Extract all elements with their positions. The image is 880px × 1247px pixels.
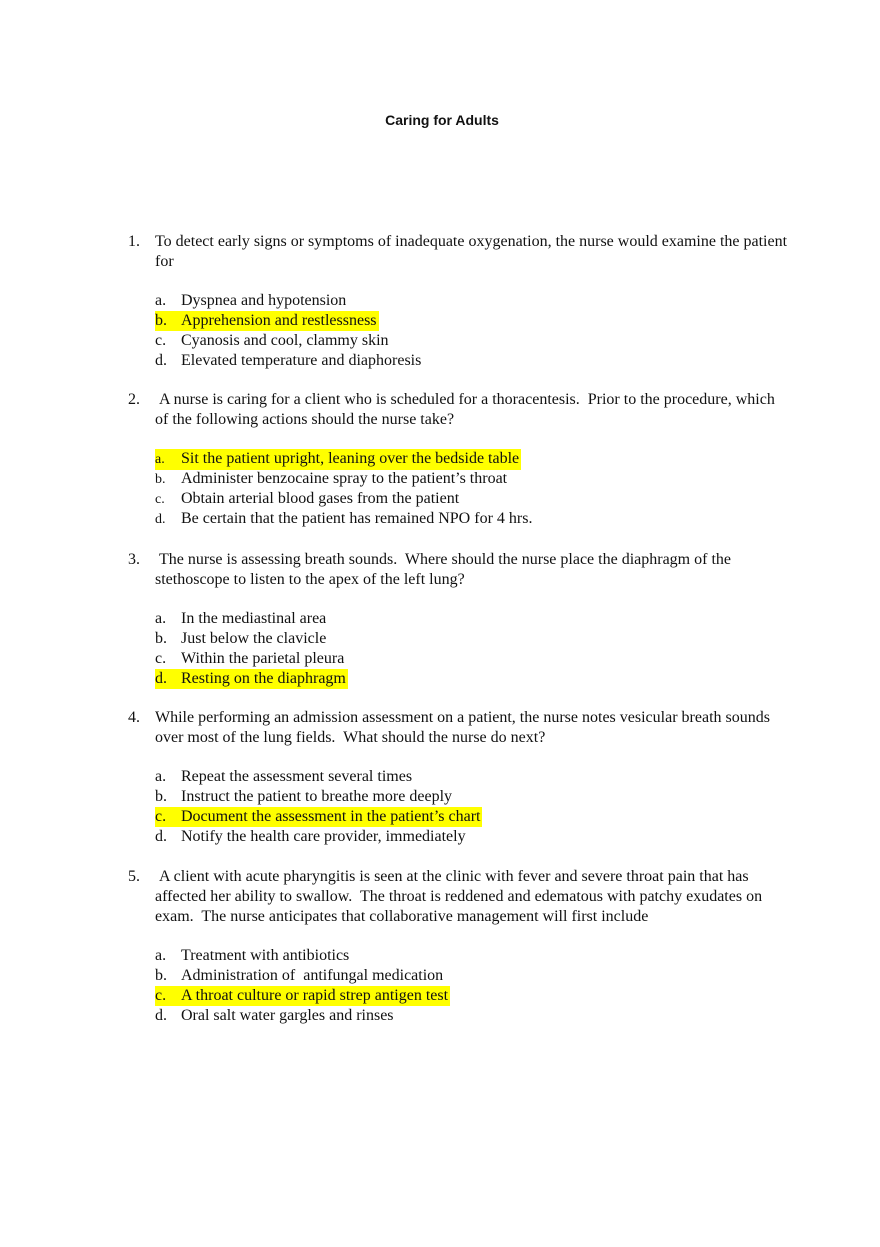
question-number: 1. — [128, 233, 140, 250]
answer-option — [155, 351, 788, 371]
question-1 — [128, 232, 788, 371]
answer-option — [155, 827, 788, 847]
answer-options — [128, 449, 788, 529]
question-text: To detect early signs or symptoms of inadequate oxygenation, the nurse would examine the patient for — [155, 233, 788, 270]
option-text: Sit the patient upright, leaning over the bedside table — [181, 450, 520, 467]
option-text: Be certain that the patient has remained NPO for 4 hrs. — [181, 510, 533, 527]
option-text: Elevated temperature and diaphoresis — [181, 352, 422, 369]
question-stem — [128, 708, 788, 748]
option-text: Administer benzocaine spray to the patient’s throat — [181, 470, 508, 487]
option-letter: b. — [155, 967, 167, 984]
option-text: Dyspnea and hypotension — [181, 292, 347, 309]
answer-option — [155, 1006, 800, 1026]
answer-options — [128, 946, 800, 1026]
option-letter: c. — [155, 987, 167, 1004]
option-text: Instruct the patient to breathe more deeply — [181, 788, 453, 805]
question-stem — [128, 390, 788, 430]
option-letter: a. — [155, 947, 167, 964]
question-stem — [128, 867, 800, 927]
answer-option — [155, 966, 800, 986]
answer-option — [155, 609, 788, 629]
option-text: Administration of antifungal medication — [181, 967, 444, 984]
option-text: Repeat the assessment several times — [181, 768, 413, 785]
answer-option — [155, 469, 788, 489]
option-text: Resting on the diaphragm — [181, 670, 346, 687]
question-4 — [128, 708, 788, 847]
option-letter: a. — [155, 452, 165, 467]
option-letter: c. — [155, 492, 165, 507]
option-letter: d. — [155, 828, 167, 845]
option-text: Apprehension and restlessness — [181, 312, 377, 329]
answer-option — [155, 509, 788, 529]
option-letter: d. — [155, 670, 167, 687]
answer-option-highlighted — [155, 986, 800, 1006]
option-text: Treatment with antibiotics — [181, 947, 350, 964]
option-text: Within the parietal pleura — [181, 650, 345, 667]
option-letter: a. — [155, 292, 167, 309]
option-letter: a. — [155, 610, 167, 627]
question-stem — [128, 550, 788, 590]
answer-option-highlighted — [155, 669, 788, 689]
option-letter: d. — [155, 1007, 167, 1024]
answer-option-highlighted — [155, 311, 788, 331]
option-text: Cyanosis and cool, clammy skin — [181, 332, 389, 349]
question-number: 4. — [128, 709, 140, 726]
answer-option — [155, 649, 788, 669]
option-text: A throat culture or rapid strep antigen test — [181, 987, 449, 1004]
question-number: 3. — [128, 551, 140, 568]
question-number: 5. — [128, 868, 140, 885]
question-3 — [128, 550, 788, 689]
option-text: Just below the clavicle — [181, 630, 327, 647]
question-5 — [128, 867, 800, 1026]
option-text: In the mediastinal area — [181, 610, 327, 627]
question-text: A client with acute pharyngitis is seen at the clinic with fever and severe throat pain that has affected her ability to swallow. The throat is reddened and edematous with patchy exudates on exam. The nurse anticipates that collaborative management will first include — [155, 868, 767, 925]
answer-option — [155, 489, 788, 509]
option-letter: b. — [155, 312, 167, 329]
page-title: Caring for Adults — [385, 112, 499, 128]
answer-option-highlighted — [155, 807, 788, 827]
answer-option — [155, 291, 788, 311]
option-text: Obtain arterial blood gases from the patient — [181, 490, 460, 507]
option-letter: b. — [155, 630, 167, 647]
question-2 — [128, 390, 788, 529]
option-letter: c. — [155, 332, 167, 349]
answer-options — [128, 291, 788, 371]
question-text: A nurse is caring for a client who is scheduled for a thoracentesis. Prior to the procedure, which of the following actions should the nurse take? — [155, 391, 779, 428]
option-letter: a. — [155, 768, 167, 785]
answer-option — [155, 331, 788, 351]
option-text: Notify the health care provider, immediately — [181, 828, 466, 845]
answer-options — [128, 767, 788, 847]
option-text: Document the assessment in the patient’s chart — [181, 808, 481, 825]
answer-option — [155, 946, 800, 966]
option-letter: d. — [155, 352, 167, 369]
option-letter: c. — [155, 808, 167, 825]
question-stem — [128, 232, 788, 272]
question-text: While performing an admission assessment on a patient, the nurse notes vesicular breath sounds over most of the lung fields. What should the nurse do next? — [155, 709, 774, 746]
answer-option — [155, 787, 788, 807]
option-letter: c. — [155, 650, 167, 667]
option-text: Oral salt water gargles and rinses — [181, 1007, 394, 1024]
answer-options — [128, 609, 788, 689]
option-letter: b. — [155, 788, 167, 805]
answer-option — [155, 629, 788, 649]
answer-option-highlighted — [155, 449, 788, 469]
option-letter: b. — [155, 472, 166, 487]
question-text: The nurse is assessing breath sounds. Where should the nurse place the diaphragm of the stethoscope to listen to the apex of the left lung? — [155, 551, 735, 588]
option-letter: d. — [155, 512, 166, 527]
question-number: 2. — [128, 391, 140, 408]
answer-option — [155, 767, 788, 787]
